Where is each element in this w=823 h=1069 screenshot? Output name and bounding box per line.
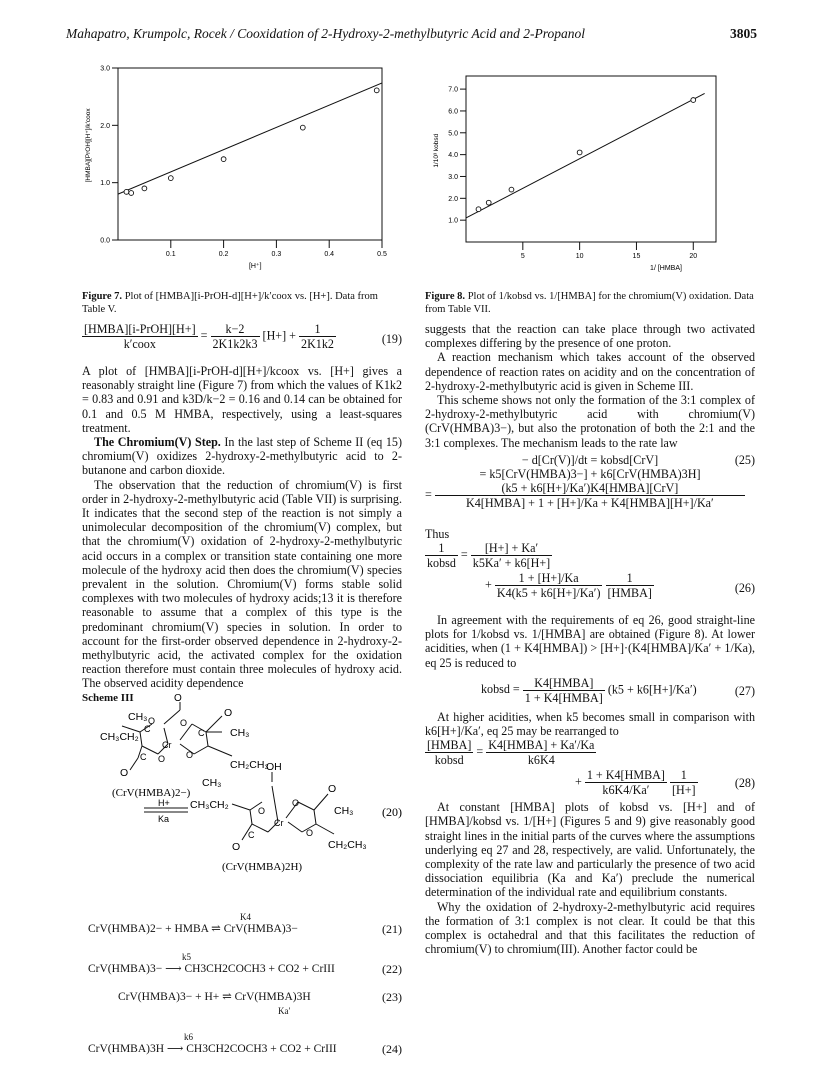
x-tick-label: 15	[632, 253, 641, 260]
left-column	[82, 322, 402, 705]
svg-text:O: O	[224, 707, 233, 719]
right-para-3: This scheme shows not only the formation of the 3:1 complex of 2-hydroxy-2-methylbutyric acid with chromium(V) (CrV(HMBA)3−), but also the protonation of both the 2:1 and the 3:1 complexes. The mechanism leads to the rate law	[425, 393, 755, 450]
y-tick-label: 7.0	[448, 86, 458, 94]
svg-text:CH₃: CH₃	[202, 777, 222, 789]
reactions-21-24	[82, 910, 402, 1066]
right-column	[425, 322, 755, 956]
svg-text:O: O	[328, 783, 337, 795]
complex-2-label: (CrV(HMBA)2H)	[222, 861, 303, 873]
svg-text:Cr: Cr	[274, 818, 284, 828]
plot-frame	[466, 76, 716, 242]
eq27-number: (27)	[734, 683, 755, 698]
reaction-21: K4 CrV(HMBA)2− + HMBA ⇌ CrV(HMBA)3− (21)	[88, 912, 402, 936]
figure-7-caption	[82, 291, 402, 316]
eq20-arrow-bottom: Ka	[158, 814, 170, 824]
figure-8	[432, 72, 732, 277]
svg-text:CH₃: CH₃	[334, 805, 354, 817]
eq19-lhs: $\frac{\text{[HMBA][i-PrOH][H+]}}{\text{k′coox}}$	[84, 322, 196, 352]
svg-text:O: O	[186, 750, 194, 760]
right-para-7: Why the oxidation of 2-hydroxy-2-methylbutyric acid requires the formation of 3:1 complex is not clear. It could be that this complex is octahedral and that this facilitates the reduction of chromium(V) to chromium(III). Another factor could be	[425, 899, 755, 957]
reaction-22: k5 CrV(HMBA)3− ⟶ CH3CH2COCH3 + CO2 + CrIII (22)	[88, 952, 402, 976]
svg-text:CH₃: CH₃	[128, 711, 148, 723]
eq20-number: (20)	[382, 805, 402, 819]
svg-text:O: O	[120, 767, 129, 779]
y-tick-label: 3.0	[448, 173, 458, 181]
reaction-23: CrV(HMBA)3− + H+ ⇌ CrV(HMBA)3H Ka′ (23)	[118, 990, 402, 1016]
data-point	[577, 150, 582, 155]
svg-text:C: C	[144, 724, 151, 734]
y-tick-label: 0.0	[100, 237, 110, 245]
svg-text:C: C	[140, 752, 147, 762]
svg-text:C: C	[198, 728, 205, 738]
y-tick-label: 1.0	[100, 180, 110, 188]
y-tick-label: 2.0	[448, 195, 458, 203]
svg-text:O: O	[232, 841, 241, 853]
svg-text:OH: OH	[266, 761, 282, 773]
svg-text:O: O	[306, 828, 314, 838]
data-point	[486, 200, 491, 205]
svg-text:O: O	[148, 716, 156, 726]
figure-7-caption-label: Figure 7.	[82, 291, 123, 302]
left-para-2: The Chromium(V) Step. In the last step of Scheme II (eq 15) chromium(V) oxidizes 2-hydroxy-2-methylbutyric acid to 2-butanone and carbon dioxide.	[82, 435, 402, 478]
figure-8-caption-text: Plot of 1/kobsd vs. 1/[HMBA] for the chromium(V) oxidation. Data from Table VII.	[425, 291, 754, 315]
y-tick-label: 6.0	[448, 108, 458, 116]
data-point	[691, 98, 696, 103]
svg-text:CH₃: CH₃	[230, 727, 250, 739]
figure-8-caption	[425, 291, 755, 316]
svg-text:CH₃CH₂: CH₃CH₂	[190, 799, 229, 811]
x-tick-label: 0.3	[271, 251, 282, 258]
thus-label: Thus	[425, 526, 450, 541]
eq25-number: (25)	[734, 452, 755, 467]
x-axis-label: 1/ [HMBA]	[650, 265, 682, 272]
reaction-24: k6 CrV(HMBA)3H ⟶ CH3CH2COCH3 + CO2 + CrIII (24)	[88, 1032, 402, 1056]
svg-text:O: O	[174, 693, 182, 704]
scheme-label: Scheme III	[82, 691, 134, 704]
right-para-2: A reaction mechanism which takes account of the observed dependence of reaction rates on acidity and on the concentration of 2-hydroxy-2-methylbutyric acid is given in Scheme III.	[425, 350, 755, 393]
y-axis-label: 1/10³ kobsd	[433, 133, 440, 168]
plot-frame	[118, 68, 382, 240]
x-tick-label: 0.2	[218, 251, 229, 258]
x-tick-label: 20	[689, 253, 698, 260]
equation-28: $\frac{\text{[HMBA]}}{\text{kobsd}}$ = $\frac{\text{K4[HMBA] + Ka′/Ka}}{k6K4}$ + $\frac{\text{1 + K4[HMBA]}}{k6K4/Ka'}$ $\frac{1}{[H+]}$ (28)	[427, 738, 755, 798]
complex-1-label: (CrV(HMBA)2−)	[112, 787, 191, 799]
figure-7-caption-text: Plot of [HMBA][i-PrOH-d][H+]/k′coox vs. [H+]. Data from Table V.	[82, 291, 378, 315]
data-point	[142, 186, 147, 191]
svg-text:C: C	[248, 830, 255, 840]
svg-text:O: O	[158, 754, 166, 764]
page-number: 3805	[730, 26, 757, 41]
x-axis-label: [H⁺]	[248, 263, 262, 270]
y-tick-label: 3.0	[100, 65, 110, 73]
y-tick-label: 4.0	[448, 152, 458, 160]
figure-7	[82, 62, 400, 287]
figure-8-caption-label: Figure 8.	[425, 291, 466, 302]
data-point	[221, 157, 226, 162]
data-point	[168, 176, 173, 181]
svg-text:O: O	[258, 806, 266, 816]
x-tick-label: 10	[575, 253, 584, 260]
figure-8-chart	[432, 72, 732, 277]
x-tick-label: 5	[520, 253, 525, 260]
left-para-3: The observation that the reduction of chromium(V) is first order in 2-hydroxy-2-methylbutyric acid (Table VII) is surprising. It indicates that the second step of the reaction is not simply a unimolecular decomposition of the chromium(V) complex, but that the chromium(V) oxidation of 2-hydroxy-2-methylbutyric acid occurs in a complex or transition state containing one more molecule of the hydroxy acid then does the chromium(V) species prevalent in the solution. Chromium(V) forms stable solid complexes with two molecules of hydroxy acids;13 it is therefore reasonable to assume that a complex of this type is the predominant chromium(V) species in solution. In order to account for the first-order observed dependence in 2-hydroxy-2-methylbutyric acid, the activated complex for the oxidation reaction therefore must contain three molecules of hydroxy acid. The observed acidity dependence	[82, 477, 402, 691]
svg-text:Cr: Cr	[162, 740, 172, 750]
right-para-4: In agreement with the requirements of eq 26, good straight-line plots for 1/kobsd vs. 1/[HMBA] are obtained (Figure 8). At lower acidities, when (1 + K4[HMBA]) > [H+]·(K4[HMBA]/Ka′ + 1/Ka), eq 25 is reduced to	[425, 613, 755, 670]
data-point	[300, 125, 305, 130]
eq19-term1: $\frac{k-2}{2K1k2k3}$	[212, 322, 258, 352]
data-point	[129, 191, 134, 196]
svg-text:CH₃CH₂: CH₃CH₂	[100, 731, 139, 743]
right-para-5: At higher acidities, when k5 becomes small in comparison with k6[H+]/Ka′, eq 25 may be rearranged to	[425, 709, 755, 739]
figure-7-chart	[82, 62, 400, 287]
data-point	[509, 187, 514, 192]
equation-27: kobsd = $\frac{\text{K4[HMBA]}}{\text{1 + K4[HMBA]}}$ (k5 + k6[H+]/Ka′) (27)	[481, 675, 755, 706]
y-tick-label: 2.0	[100, 122, 110, 130]
data-point	[476, 207, 481, 212]
running-header	[66, 26, 757, 42]
y-axis-label: [HMBA][PrOH][H⁺]/k′coox	[85, 108, 92, 183]
right-para-1: suggests that the reaction can take place through two activated complexes differing by the presence of one proton.	[425, 322, 755, 351]
x-tick-label: 0.5	[377, 251, 387, 258]
data-point	[124, 189, 129, 194]
eq19-number: (19)	[381, 332, 402, 346]
svg-text:CH₂CH₃: CH₂CH₃	[328, 839, 367, 851]
x-tick-label: 0.1	[165, 251, 176, 258]
eq19-term2: $\frac{1}{2K1k2}$	[301, 322, 334, 352]
left-para-1: A plot of [HMBA][i-PrOH-d][H+]/kcoox vs. [H+] gives a reasonably straight line (Figure 7) from which the values of K1k2 = 0.83 and 0.91 and k3D/k−2 = 0.16 and 0.14 can be obtained for 0.1 and 0.5 M HMBA, respectively, using a least-squares treatment.	[82, 364, 402, 435]
fit-line	[118, 83, 382, 194]
equation-19: $\frac{\text{[HMBA][i-PrOH][H+]}}{\text{k′coox}}$ = $\frac{k-2}{2K1k2k3}$ [H+] + $\frac{1}{2K1k2}$ (19)	[84, 322, 402, 352]
data-point	[374, 88, 379, 93]
running-title: Mahapatro, Krumpolc, Rocek / Cooxidation of 2-Hydroxy-2-methylbutyric Acid and 2-Propanol	[66, 26, 586, 41]
y-tick-label: 1.0	[448, 217, 458, 225]
svg-text:O: O	[180, 718, 188, 728]
eq20-arrow-top: H+	[158, 798, 170, 808]
x-tick-label: 0.4	[324, 251, 335, 258]
y-tick-label: 5.0	[448, 130, 458, 138]
right-para-6: At constant [HMBA] plots of kobsd vs. [H+] and of [HMBA]/kobsd vs. 1/[H+] (Figures 5 and 9) give reasonably good straight lines in the initial parts of the curves where the assumptions underlying eq 27 and 28, respectively, are valid. Unfortunately, the complexity of the rate law and particularly the presence of two acid dissociation equilibria (Ka and Ka′) preclude the numerical determination of the individual rate and equilibrium constants.	[425, 800, 755, 900]
fit-line	[466, 93, 705, 217]
equation-26: $\frac{1}{\text{kobsd}}$ = $\frac{[H+] + Ka'}{k5Ka' + k6[H+]}$ + $\frac{1 + [H+]/Ka}{K4(k5 + k6[H+]/Ka')}$ $\frac{1}{\text{[HMBA]}}$ (26)	[427, 541, 755, 601]
equation-25: − d[Cr(V)]/dt = kobsd[CrV] (25) = k5[CrV(HMBA)3−] + k6[CrV(HMBA)3H] = $\frac{\text{(k5 + k6[H+]/Ka′)K4[HMBA][CrV]}}{\text{K4[HMBA] + 1 + [H+]/Ka + K4[HMBA][H+]/Ka′}}$	[425, 452, 755, 511]
svg-text:O: O	[292, 798, 300, 808]
eq28-number: (28)	[734, 776, 755, 791]
eq26-number: (26)	[734, 581, 755, 596]
svg-text:CH₂CH₃: CH₂CH₃	[230, 759, 269, 771]
